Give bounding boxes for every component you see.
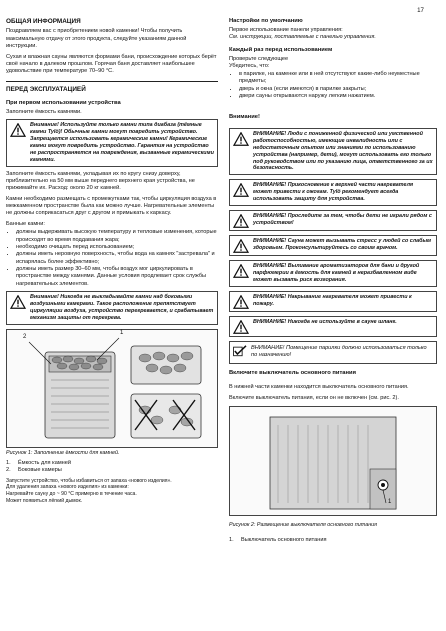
figure-1-legend (6, 460, 218, 475)
heater-stones-illustration (7, 330, 217, 447)
heading-attention: Внимание! (229, 114, 260, 121)
defaults-paragraph: Первое использование панели управления: (229, 26, 343, 33)
sauna-paragraph: Сухая и влажная сауны являются формами бани, происхождение которых берёт своё начало в далеком прошлом. Горячая баня доставляет наибольшее удовольствие при температуре 70–90 °C. (6, 53, 217, 75)
warning-triangle-icon (10, 123, 26, 137)
warning-children (229, 210, 437, 231)
heading-before-use: ПЕРЕД ЭКСПЛУАТАЦИЕЙ (6, 85, 86, 93)
warning-triangle-icon (10, 295, 26, 309)
intro-paragraph: Поздравляем вас с приобретением новой каменки! Чтобы получить максимальную отдачу от этого продукта, следуйте указаниям данной инструкции. (6, 28, 187, 50)
list-item: • дверь и окна (если имеются) в парилке закрыты; (239, 86, 437, 93)
new-smell-notes (6, 478, 218, 504)
bath-stones-list (6, 229, 218, 288)
note-purpose (229, 341, 437, 364)
legend-text: Ёмкость для камней (18, 459, 71, 466)
page-number: 17 (417, 7, 424, 14)
legend-text: Выключатель основного питания (241, 537, 327, 544)
note-purpose-text: ВНИМАНИЕ! Помещение парилки должно использоваться только по назначению! (251, 344, 427, 359)
list-item: • двери сауны открываются наружу легким нажатием. (239, 93, 437, 100)
warning-hose-text: ВНИМАНИЕ! Никогда не используйте в сауне шланг. (253, 318, 397, 325)
checklist (229, 71, 437, 101)
warning-triangle-icon (233, 214, 249, 228)
list-item: • должны иметь размер 30–60 мм, чтобы воздух мог циркулировать в пространстве между камнями. Данные условия продлевает срок службы нагревательных элементов. (16, 266, 218, 288)
figure-2 (229, 406, 437, 516)
check-icon (233, 345, 247, 357)
heading-first-use: При первом использовании устройства (6, 100, 121, 107)
warning-cover (229, 291, 437, 312)
warning-aroma (229, 260, 437, 287)
figure-1-callout-1: 1 (120, 329, 124, 336)
legend-text: Боковые камеры (18, 467, 62, 474)
list-item: • должны выдерживать высокую температуру и тепловые изменения, которые происходят во время поддавания жара; (16, 229, 218, 244)
warning-hose (229, 316, 437, 337)
legend-number: 1. (6, 459, 11, 466)
left-column (6, 18, 218, 504)
defaults-note: См. инструкции, поставляемые с панелью управления. (229, 34, 376, 41)
warning-aroma-text: ВНИМАНИЕ! Выливание ароматизаторов для бани и другой парфюмерии в ёмкость для камней в неразбавленном виде может вызвать риск возгорания. (253, 263, 420, 283)
divider (6, 81, 218, 82)
stones-paragraph: Заполните ёмкость камнями, укладывая их по кругу снизу доверху, приблизительно на 50 мм выше переднего верхнего края устройства, не прижимайте их. Расход: около 20 кг камней. (6, 170, 195, 192)
warning-children-text: ВНИМАНИЕ! Проследите за тем, чтобы дети не играли рядом с устройством! (253, 213, 432, 226)
list-item: • должны иметь неровную поверхность, чтобы вода на камнях "застревала" и испарялась более эффективно; (16, 251, 218, 266)
heading-general: ОБЩАЯ ИНФОРМАЦИЯ (6, 18, 81, 25)
right-column (229, 18, 437, 547)
check-paragraph: Проверьте следующее (229, 56, 289, 63)
legend-row (229, 537, 437, 544)
warning-side-chambers-text: Внимание! Никогда не выкладывайте камни над боковыми воздушными камерами. Такое расположение препятствует циркуляции воздуха, устройство перегревается, и срабатывает механизм защиты от перегрева. (30, 294, 214, 321)
figure-1-callout-2: 2 (23, 333, 27, 340)
list-item: • в парилке, на каменке или в ней отсутствуют какие-либо неуместные предметы; (239, 71, 437, 86)
heading-every-use: Каждый раз перед использованием (229, 47, 333, 54)
warning-burns-text: ВНИМАНИЕ! Прикосновение к верхней части нагревателя может привести к ожогам. Tylö рекомендует всегда использовать защиту для устройства. (253, 182, 414, 203)
figure-1-caption: Рисунок 1: Заполнение ёмкости для камней. (6, 449, 120, 456)
figure-2-callout-1: 1 (388, 498, 392, 505)
figure-2-caption: Рисунок 2: Размещение выключателя основного питания (229, 521, 378, 528)
gaps-paragraph: Камни необходимо размещать с промежутками так, чтобы циркуляция воздуха в межкаменном пространстве была как можно лучше. Нагревательные элементы не должны соприкасаться друг с другом и примыкать к каркасу. (6, 195, 217, 217)
warning-burns (229, 179, 437, 206)
list-item: • необходимо очищать перед использованием; (16, 244, 218, 251)
warning-triangle-icon (233, 239, 249, 253)
warning-health (229, 235, 437, 256)
warning-triangle-icon (233, 295, 249, 309)
warning-side-chambers (6, 291, 218, 325)
note-line: Нагревайте сауну до ~ 90 °C примерно в течение часа. (6, 490, 137, 497)
legend-row (6, 467, 218, 474)
heading-main-switch: Включите выключатель основного питания (229, 369, 356, 376)
warning-stones-text: Внимание! Используйте только камни типа диабаза (тёмные камни Tylö)! Обычные камни могут повредить устройство. Запрещается использовать керамические камни! Керамические камни могут повредить устройство. Гарантия на устройство не распространяется на повреждения, вызванные керамическими камнями. (30, 122, 214, 163)
heater-switch-illustration (230, 407, 436, 515)
figure-2-legend (229, 537, 437, 544)
fill-paragraph: Заполните ёмкость камнями. (6, 108, 82, 115)
warning-persons (229, 128, 437, 175)
heading-defaults: Настройки по умолчанию (229, 18, 303, 24)
note-line: Для удаления запаха «нового изделия» из каменки: (6, 484, 129, 491)
warning-cover-text: ВНИМАНИЕ! Накрывание нагревателя может привести к пожару. (253, 293, 412, 307)
warning-health-text: ВНИМАНИЕ! Сауна может вызывать стресс у людей со слабым здоровьем. Проконсультируйтесь со своим врачом. (253, 238, 432, 251)
warning-triangle-icon (233, 264, 249, 278)
legend-row (6, 460, 218, 467)
ensure-paragraph: Убедитесь, что: (229, 63, 270, 70)
warning-triangle-icon (233, 320, 249, 334)
switch-paragraph: В нижней части каменки находится выключатель основного питания. (229, 384, 409, 391)
warning-triangle-icon (233, 183, 249, 197)
note-line: Может появиться лёгкий дымок. (6, 497, 83, 504)
bath-stones-label: Банные камни: (6, 220, 45, 227)
legend-number: 2. (6, 467, 11, 474)
legend-number: 1. (229, 537, 234, 544)
warning-stones (6, 119, 218, 166)
figure-1 (6, 329, 218, 448)
switch-paragraph-2: Включите выключатель питания, если он не включен (см. рис. 2). (229, 394, 399, 401)
warning-triangle-icon (233, 132, 249, 146)
note-line: Запустите устройство, чтобы избавиться от запаха «нового изделия». (6, 477, 172, 484)
warning-persons-text: ВНИМАНИЕ! Люди с пониженной физической или умственной работоспособностью, имеющие инвалидность или с недостаточным опытом или знаниями по использованию устройства (например, дети), могут использовать его только под руководством или по указанию лица, ответственного за их безопасность. (253, 130, 433, 172)
